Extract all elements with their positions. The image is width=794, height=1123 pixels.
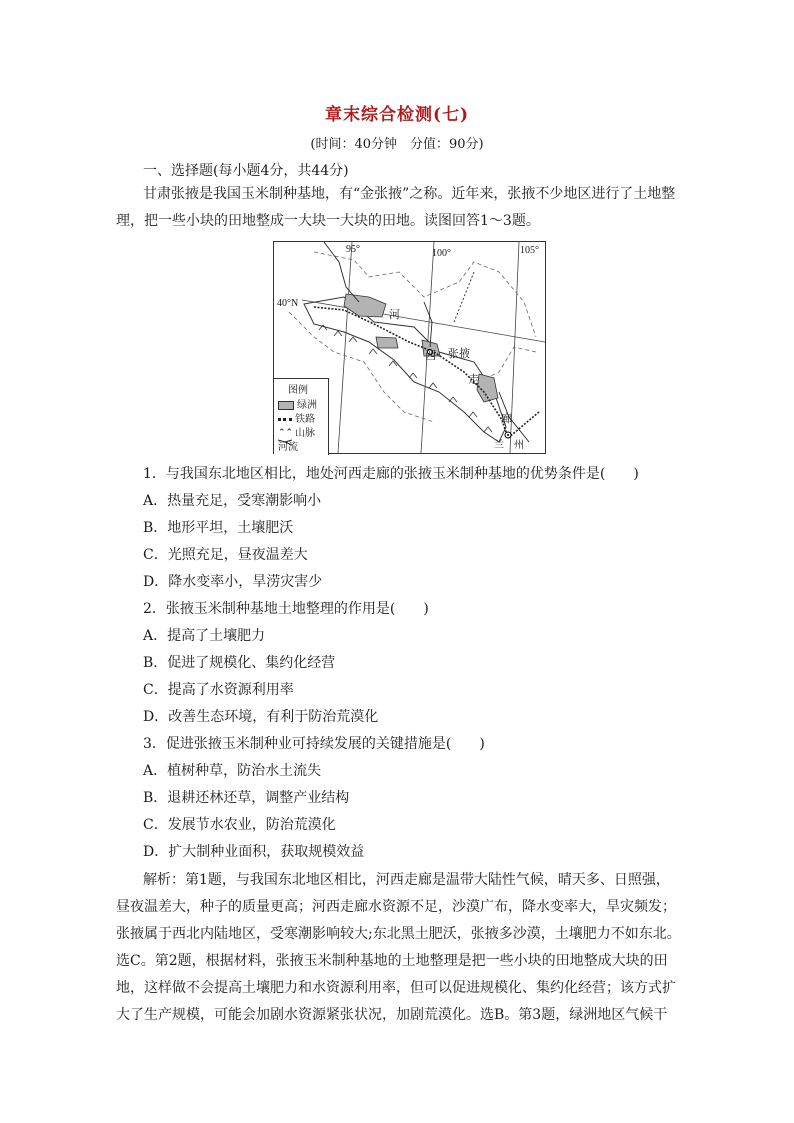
lon-100-label: 100°: [432, 248, 451, 259]
oasis-area-west: [344, 294, 386, 317]
oasis-area-mid: [376, 337, 398, 348]
question-1-option-d: D．降水变率小，旱涝灾害少: [143, 574, 323, 590]
river-line-3: [454, 272, 474, 322]
intro-paragraph: 甘肃张掖是我国玉米制种基地，有“金张掖”之称。近年来，张掖不少地区进行了土地整理，把一些小块的田地整成一大块一大块的田地。读图回答1～3题。: [116, 186, 676, 229]
legend-item-mountain: ⌃⌃ 山脉: [278, 428, 315, 439]
page-title: 章末综合检测(七): [324, 105, 470, 125]
railway-line-icon: [278, 418, 292, 421]
place-label-xi: 西: [425, 350, 436, 362]
question-3-option-d: D．扩大制种业面积，获取规模效益: [143, 844, 365, 860]
question-2-option-a: A．提高了土壤肥力: [143, 628, 266, 644]
exam-info: (时间：40分钟 分值：90分): [310, 137, 484, 152]
question-1-stem: 1．与我国东北地区相比，地处河西走廊的张掖玉米制种基地的优势条件是( ): [143, 466, 639, 482]
question-2-option-b: B．促进了规模化、集约化经营: [143, 655, 336, 671]
legend-item-oasis: 绿洲: [278, 396, 317, 411]
question-3-option-c: C．发展节水农业，防治荒漠化: [143, 817, 336, 833]
city-lanzhou-center: [507, 434, 509, 436]
place-label-lan: 兰: [494, 440, 504, 451]
place-label-lang: 廊: [501, 413, 512, 425]
lon-105-label: 105°: [520, 245, 539, 256]
question-2-option-d: D．改善生态环境，有利于防治荒漠化: [143, 709, 379, 725]
place-label-zou: 走: [468, 374, 479, 386]
legend-title: 图例: [288, 385, 308, 396]
place-label-zhou: 州: [514, 440, 524, 451]
section-heading: 一、选择题(每小题4分，共44分): [143, 163, 349, 179]
river-line-icon: [278, 438, 292, 446]
lat-40n-label: 40°N: [277, 298, 299, 309]
place-label-he: 河: [389, 309, 400, 321]
question-3-option-b: B．退耕还林还草，调整产业结构: [143, 790, 350, 806]
question-2-stem: 2．张掖玉米制种基地土地整理的作用是( ): [143, 601, 429, 617]
analysis-paragraph: 解析：第1题，与我国东北地区相比，河西走廊是温带大陆性气候，晴天多、日照强，昼夜温差大，种子的质量更高；河西走廊水资源不足，沙漠广布，降水变率大，旱灾频发；张掖属于西北内陆地区，受寒潮影响较大;东北黑土肥沃，张掖多沙漠，土壤肥力不如东北。选C。第2题，根据材料，张掖玉米制种基地的土地整理是把一些小块的田地整成大块的田地，这样做不会提高土壤肥力和水资源利用率，但可以促进规模化、集约化经营；该方式扩大了生产规模，可能会加剧水资源紧张状况，加剧荒漠化。选B。第3题，绿洲地区气候干: [116, 872, 681, 1023]
question-2-option-c: C．提高了水资源利用率: [143, 682, 294, 698]
legend-item-river: 河流: [278, 438, 298, 453]
mountain-symbol-icon: ⌃⌃: [278, 428, 294, 438]
question-3-stem: 3．促进张掖玉米制种业可持续发展的关键措施是( ): [143, 736, 485, 752]
hexi-corridor-map: [273, 241, 546, 454]
parallel-40n: [302, 300, 545, 342]
oasis-swatch-icon: [278, 401, 294, 410]
question-1-option-c: C．光照充足，昼夜温差大: [143, 547, 308, 563]
place-label-zhangye: 张掖: [448, 348, 470, 360]
legend-item-railway: 铁路: [278, 410, 315, 425]
question-3-option-a: A．植树种草，防治水土流失: [143, 763, 322, 779]
meridian-95: [338, 242, 352, 453]
question-1-option-a: A．热量充足，受寒潮影响小: [143, 493, 322, 509]
map-legend: [274, 378, 329, 455]
corridor-outline: [304, 297, 506, 442]
question-1-option-b: B．地形平坦，土壤肥沃: [143, 520, 294, 536]
lon-95-label: 95°: [346, 244, 360, 255]
